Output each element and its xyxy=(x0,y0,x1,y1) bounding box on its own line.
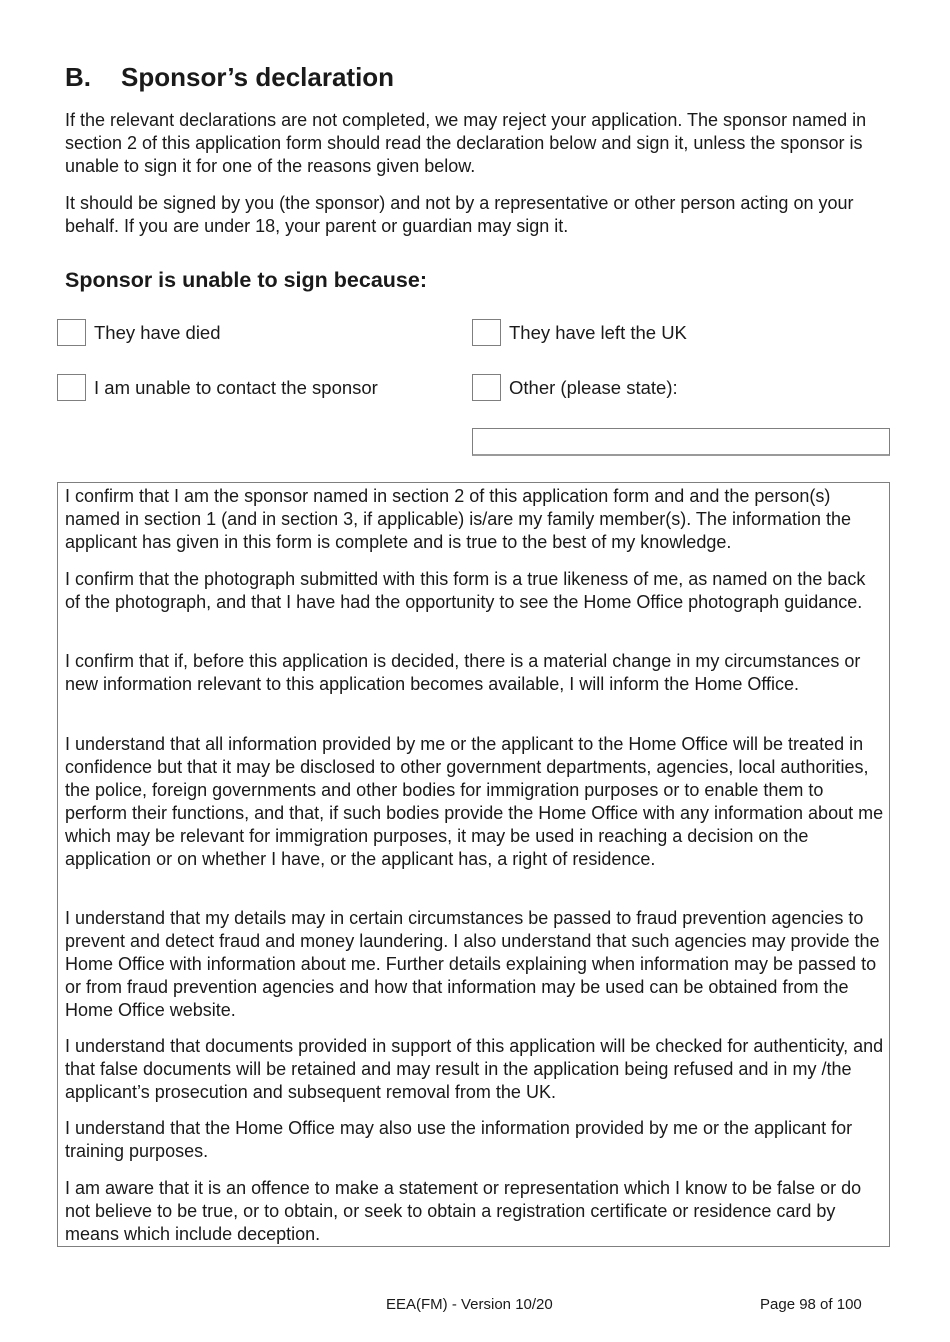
label-unable-contact: I am unable to contact the sponsor xyxy=(94,377,378,398)
label-died: They have died xyxy=(94,322,221,343)
other-reason-field[interactable] xyxy=(472,428,890,456)
declaration-paragraph-7: I understand that the Home Office may also use the information provided by me or the applicant for training purposes. xyxy=(65,1118,853,1161)
unable-to-sign-heading: Sponsor is unable to sign because: xyxy=(65,268,427,292)
footer-form-version: EEA(FM) - Version 10/20 xyxy=(386,1296,553,1313)
declaration-box xyxy=(57,482,890,1247)
footer-page-number: Page 98 of 100 xyxy=(760,1296,862,1313)
label-left-uk: They have left the UK xyxy=(509,322,687,343)
declaration-paragraph-5: I understand that my details may in certain circumstances be passed to fraud prevention agencies to prevent and detect fraud and money laundering. I also understand that such agencies may provide the Home Office with information about me. Further details explaining when information may be passed to or from fraud prevention agencies and how that information may be used can be obtained from the Home Office website. xyxy=(65,908,880,1020)
declaration-paragraph-2: I confirm that the photograph submitted with this form is a true likeness of me, as named on the back of the photograph, and that I have had the opportunity to see the Home Office photograph guidance. xyxy=(65,569,866,612)
intro-paragraph-1: If the relevant declarations are not completed, we may reject your application. The sponsor named in section 2 of this application form should read the declaration below and sign it, unless the sponsor is unable to sign it for one of the reasons given below. xyxy=(65,110,867,176)
intro-paragraph-2: It should be signed by you (the sponsor) and not by a representative or other person acting on your behalf. If you are under 18, your parent or guardian may sign it. xyxy=(65,193,854,236)
declaration-paragraph-1: I confirm that I am the sponsor named in section 2 of this application form and and the person(s) named in section 1 (and in section 3, if applicable) is/are my family member(s). The information the applicant has given in this form is complete and is true to the best of my knowledge. xyxy=(65,486,852,552)
checkbox-other[interactable] xyxy=(472,374,501,401)
checkbox-left-uk[interactable] xyxy=(472,319,501,346)
label-other: Other (please state): xyxy=(509,377,678,398)
declaration-paragraph-3: I confirm that if, before this application is decided, there is a material change in my circumstances or new information relevant to this application becomes available, I will inform the Home Office. xyxy=(65,651,861,694)
checkbox-died[interactable] xyxy=(57,319,86,346)
section-title: Sponsor’s declaration xyxy=(121,62,395,92)
declaration-paragraph-8: I am aware that it is an offence to make a statement or representation which I know to be false or do not believe to be true, or to obtain, or seek to obtain a registration certificate or residence card by means which include deception. xyxy=(65,1178,862,1244)
section-letter: B. xyxy=(65,62,91,92)
checkbox-unable-contact[interactable] xyxy=(57,374,86,401)
declaration-paragraph-4: I understand that all information provided by me or the applicant to the Home Office will be treated in confidence but that it may be disclosed to other government departments, agencies, local authorities, the police, foreign governments and other bodies for immigration purposes or to enable them to perform their functions, and that, if such bodies provide the Home Office with any information about me which may be relevant for immigration purposes, it may be used in reaching a decision on the application or on whether I have, or the applicant has, a right of residence. xyxy=(65,734,884,869)
declaration-paragraph-6: I understand that documents provided in support of this application will be checked for authenticity, and that false documents will be retained and may result in the application being refused and in my /the applicant’s prosecution and subsequent removal from the UK. xyxy=(65,1036,884,1102)
